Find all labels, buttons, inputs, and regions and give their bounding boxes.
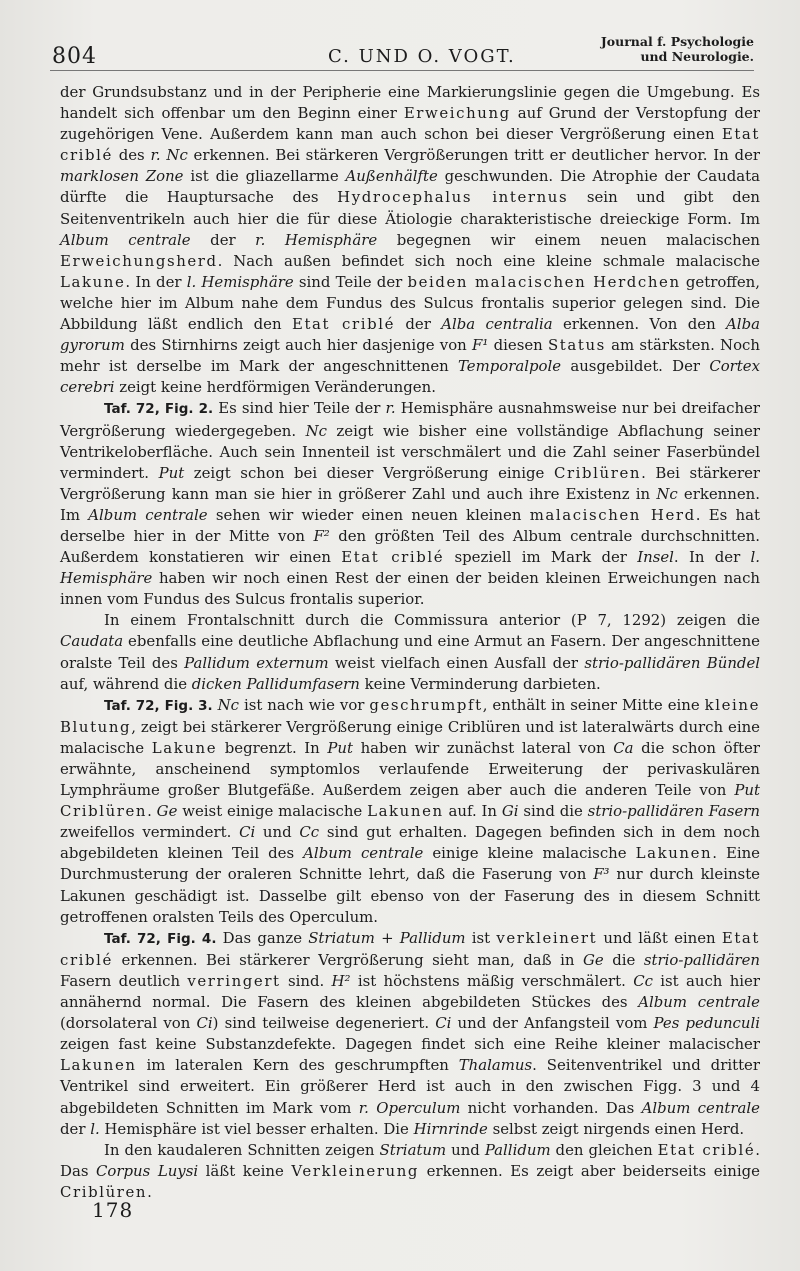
text-run: sind Teile der [293, 272, 408, 291]
text-run: auf, während die [60, 674, 192, 693]
text-run: und [446, 1140, 485, 1159]
spaced-term: verkleinert [496, 928, 598, 947]
italic-term: l. Hemisphäre [186, 272, 294, 291]
text-run: zweifellos vermindert. [60, 823, 240, 842]
italic-term: Ci [239, 823, 256, 842]
italic-term: F³ [593, 865, 610, 884]
text-run: . Nach außen befindet sich noch eine kleine schmale malacische [217, 251, 760, 270]
spaced-term: Criblüren [60, 802, 148, 821]
spaced-term: Etat criblé [341, 548, 445, 567]
italic-term: Außenhälfte [345, 167, 438, 186]
italic-term: Ge [583, 950, 604, 969]
italic-term: r. Hemisphäre [255, 230, 378, 249]
italic-term: strio-pallidären Bündel [584, 653, 761, 672]
text-run: . [147, 802, 157, 821]
spaced-term: Hydrocephalus internus [337, 188, 569, 207]
text-run: ) sind teilweise degeneriert. [212, 1014, 436, 1033]
italic-term: Pallidum externum [184, 653, 329, 672]
journal-name [601, 34, 754, 64]
spaced-term: Lakunen [635, 844, 713, 863]
text-run: erkennen. Bei stärkerer Vergrößerung sieht man, daß in [112, 950, 584, 969]
journal-line-2: und Neurologie. [640, 49, 754, 64]
spaced-term: Etat criblé [291, 315, 395, 334]
text-run: ist auch hier annähernd normal. Die Fasern des kleinen abgebildeten Stückes des [60, 971, 760, 1012]
text-run: erkennen. Im [60, 484, 760, 524]
text-run: zeigt wie bisher eine vollständige Abflachung seiner Ventrikeloberfläche. Auch sein Innenteil ist verschmälert und die Zahl seiner Faserbündel vermindert. [60, 421, 760, 482]
text-run: und der Anfangsteil vom [451, 1014, 654, 1033]
text-run: im lateralen Kern des geschrumpften [136, 1056, 459, 1075]
spaced-term: Etat criblé [60, 928, 760, 969]
spaced-term: Etat criblé [60, 125, 760, 165]
text-run: , zeigt bei stärkerer Vergrößerung einige Criblüren und ist lateralwärts durch eine malacische [60, 717, 760, 757]
italic-term: marklosen Zone [60, 167, 184, 186]
text-run: sind die [518, 802, 588, 821]
spaced-term: Erweichungsherd [60, 251, 218, 270]
text-run: erkennen. Es zeigt aber beiderseits einige [419, 1161, 760, 1180]
text-run: . Seitenventrikel und dritter Ventrikel sind erweitert. Ein größerer Herd ist auch in den zwischen Figg. 3 und 4 abgebildeten Schnitten im Mark vom [60, 1056, 760, 1117]
text-run: . Das [60, 1140, 760, 1180]
text-run: und läßt einen [597, 928, 722, 947]
text-run: diesen [488, 336, 548, 355]
spaced-term: Criblüren [553, 463, 642, 482]
header-rule [50, 70, 754, 71]
italic-term: Thalamus [458, 1056, 533, 1075]
text-run: läßt keine [198, 1161, 292, 1180]
italic-term: Ci [196, 1014, 213, 1033]
italic-term: F² [313, 526, 330, 545]
text-run: . In der [673, 548, 751, 567]
italic-term: Cc [299, 823, 320, 842]
italic-term: Alba centralia [441, 315, 553, 334]
text-run: einige kleine malacische [423, 844, 636, 863]
italic-term: Gi [501, 802, 519, 821]
italic-term: Striatum + Pallidum [308, 928, 466, 947]
spaced-term: geschrumpft [369, 695, 483, 714]
italic-term: Insel [637, 548, 674, 567]
journal-line-1: Journal f. Psychologie [600, 34, 754, 49]
text-run: keine Verminderung darbieten. [359, 674, 601, 693]
italic-term: strio-pallidären [643, 950, 761, 969]
text-run: In einem Frontalschnitt durch die Commissura anterior (P 7, 1292) zeigen die [104, 611, 760, 630]
italic-term: Nc [217, 695, 239, 714]
text-run: , enthält in seiner Mitte eine [482, 695, 705, 714]
paragraph-p2 [60, 398, 760, 610]
italic-term: Hirnrinde [413, 1119, 488, 1138]
italic-term: Album centrale [641, 1098, 760, 1117]
text-run: auf. In [443, 802, 502, 821]
plate-reference: Taf. 72, Fig. 4. [104, 930, 217, 947]
text-run: der [190, 230, 256, 249]
text-run: nicht vorhanden. Das [460, 1098, 642, 1117]
spaced-term: Lakunen [367, 802, 444, 821]
text-run: ausgebildet. Der [561, 357, 710, 376]
text-run: ebenfalls eine deutliche Abflachung und eine Armut an Fasern. Der angeschnittene oralste Teil des [60, 632, 760, 672]
italic-term: Put [327, 738, 353, 757]
italic-term: l. [90, 1119, 100, 1138]
spaced-term: Erweichung [403, 104, 511, 123]
text-run: haben wir noch einen Rest der einen der beiden kleinen Erweichungen nach innen vom Fundus des Sulcus frontalis superior. [60, 569, 760, 609]
text-run: . [147, 1182, 152, 1201]
spaced-term: Status [548, 336, 606, 355]
italic-term: Put [158, 463, 185, 482]
text-run: ist [465, 928, 497, 947]
spaced-term: kleine Blutung [60, 695, 760, 736]
text-run: die [603, 950, 644, 969]
text-run: und [255, 823, 300, 842]
italic-term: Pallidum [484, 1140, 551, 1159]
text-run: nur durch kleinste Lakunen geschädigt ist. Dasselbe gilt ebenso von der Faserung des in diesem Schnitt getroffenen oralsten Teils des Operculum. [60, 865, 760, 926]
italic-term: Nc [305, 421, 327, 440]
text-run: sein und gibt den Seitenventrikeln auch hier die für diese Ätiologie charakteristische dreieckige Form. Im [60, 188, 761, 228]
text-run: zeigt schon bei dieser Vergrößerung einige [184, 463, 554, 482]
italic-term: Album centrale [88, 505, 208, 524]
italic-term: Ca [613, 738, 634, 757]
italic-term: Cortex cerebri [60, 357, 760, 397]
text-run: Hemisphäre ist viel besser erhalten. Die [99, 1119, 414, 1138]
spaced-term: Lakune [151, 738, 218, 757]
paragraph-p6 [60, 1140, 760, 1203]
spaced-term: beiden malacischen Herdchen [407, 272, 681, 291]
text-run: ist nach wie vor [239, 695, 370, 714]
text-run: der Grundsubstanz und in der Peripherie eine Markierungslinie gegen die Umgebung. Es handelt sich offenbar um den Beginn einer [60, 83, 760, 123]
text-run: . Es hat derselbe hier in der Mitte von [60, 505, 760, 545]
italic-term: F¹ [472, 336, 489, 355]
text-run: . Bei stärkerer Vergrößerung kann man sie hier in größerer Zahl und auch ihre Existenz in [60, 463, 760, 503]
text-run: der [60, 1119, 91, 1138]
paragraph-p5 [60, 928, 760, 1140]
spaced-term: malacischen Herd [529, 505, 696, 524]
text-run: sind gut erhalten. Dagegen befinden sich in dem noch abgebildeten kleinen Teil des [60, 823, 761, 863]
body-text [60, 82, 760, 1203]
text-run: Das ganze [216, 928, 309, 947]
text-run: begegnen wir einem neuen malacischen [377, 230, 760, 249]
text-run: erkennen. Von den [552, 315, 727, 334]
text-run: Hemisphäre ausnahmsweise nur bei dreifacher Vergrößerung wiedergegeben. [60, 399, 760, 440]
italic-term: Album centrale [303, 844, 424, 863]
italic-term: Put [734, 781, 760, 800]
text-run: zeigt keine herdförmigen Veränderungen. [114, 378, 436, 397]
paragraph-p1 [60, 82, 760, 398]
text-run: erkennen. Bei stärkeren Vergrößerungen tritt er deutlicher hervor. In der [187, 146, 760, 165]
text-run: zeigen fast keine Substanzdefekte. Dagegen findet sich eine Reihe kleiner malacischer [60, 1035, 760, 1054]
text-run: Es sind hier Teile der [213, 399, 386, 418]
italic-term: Pes pedunculi [653, 1014, 760, 1033]
italic-term: strio-pallidären Fasern [587, 802, 760, 821]
italic-term: H² [331, 971, 351, 990]
text-run: speziell im Mark der [444, 548, 638, 567]
italic-term: Temporalpole [458, 357, 562, 376]
text-run: auf Grund der Verstopfung der zugehörigen Vene. Außerdem kann man auch schon bei dieser Vergrößerung einen [60, 104, 760, 144]
text-run: die schon öfter erwähnte, anscheinend symptomlos verlaufende Erweiterung der perivaskulären Lymphräume großer Blutgefäße. Außerdem zeigen aber auch die anderen Teile von [60, 738, 760, 800]
text-run: sehen wir wieder einen neuen kleinen [207, 505, 530, 524]
text-run: ist höchstens mäßig verschmälert. [350, 971, 634, 990]
text-run: der [394, 315, 442, 334]
text-run: Fasern deutlich [60, 971, 188, 990]
italic-term: Ci [435, 1014, 452, 1033]
text-run: . Eine Durchmusterung der oraleren Schnitte lehrt, daß die Faserung von [60, 844, 760, 884]
italic-term: Corpus Luysi [96, 1161, 199, 1180]
italic-term: Album centrale [60, 230, 191, 249]
page-header [0, 0, 800, 80]
text-run: den gleichen [550, 1140, 658, 1159]
page-number: 804 [52, 44, 97, 69]
running-title: C. UND O. VOGT. [328, 46, 516, 67]
text-run: selbst zeigt nirgends einen Herd. [487, 1119, 745, 1138]
italic-term: r. Operculum [358, 1098, 461, 1117]
text-run: weist vielfach einen Ausfall der [328, 653, 585, 672]
italic-term: Nc [656, 484, 678, 503]
spaced-term: Criblüren [60, 1182, 148, 1201]
text-run: begrenzt. In [217, 738, 328, 757]
spaced-term: Lakunen [60, 1056, 137, 1075]
italic-term: Alba gyrorum [60, 315, 760, 355]
spaced-term: Verkleinerung [291, 1161, 420, 1180]
text-run: geschwunden. Die Atrophie der Caudata dürfte die Hauptursache des [60, 167, 760, 207]
text-run: des Stirnhirns zeigt auch hier dasjenige von [124, 336, 473, 355]
italic-term: Ge [156, 802, 178, 821]
text-run: . In der [125, 272, 187, 291]
italic-term: Cc [633, 971, 653, 990]
spaced-term: verringert [187, 971, 281, 990]
italic-term: dicken Pallidumfasern [191, 674, 360, 693]
italic-term: r. Nc [150, 146, 188, 165]
paragraph-p3 [60, 610, 760, 694]
text-run: am stärksten. Noch mehr ist derselbe im Mark der angeschnittenen [60, 336, 760, 376]
italic-term: r. [385, 399, 396, 418]
text-run: sind. [280, 971, 332, 990]
plate-reference: Taf. 72, Fig. 2. [104, 401, 214, 418]
italic-term: Caudata [60, 632, 124, 651]
text-run: des [112, 146, 151, 165]
text-run: (dorsolateral von [60, 1014, 197, 1033]
plate-reference: Taf. 72, Fig. 3. [104, 697, 213, 714]
signature-mark: 178 [92, 1198, 134, 1222]
text-run: In den kaudaleren Schnitten zeigen [104, 1140, 380, 1159]
spaced-term: Lakune [60, 272, 126, 291]
text-run: haben wir zunächst lateral von [352, 738, 614, 757]
paragraph-p4 [60, 695, 760, 928]
italic-term: Striatum [379, 1140, 447, 1159]
text-run: ist die gliazellarme [183, 167, 346, 186]
text-run: weist einige malacische [177, 802, 368, 821]
text-run: den größten Teil des Album centrale durchschnitten. Außerdem konstatieren wir einen [60, 526, 760, 567]
text-run: getroffen, welche hier im Album nahe dem Fundus des Sulcus frontalis superior gelegen sind. Die Abbildung läßt endlich den [60, 272, 760, 334]
italic-term: Album centrale [638, 993, 760, 1012]
spaced-term: Etat criblé [657, 1140, 756, 1159]
italic-term: l. Hemisphäre [60, 548, 760, 588]
